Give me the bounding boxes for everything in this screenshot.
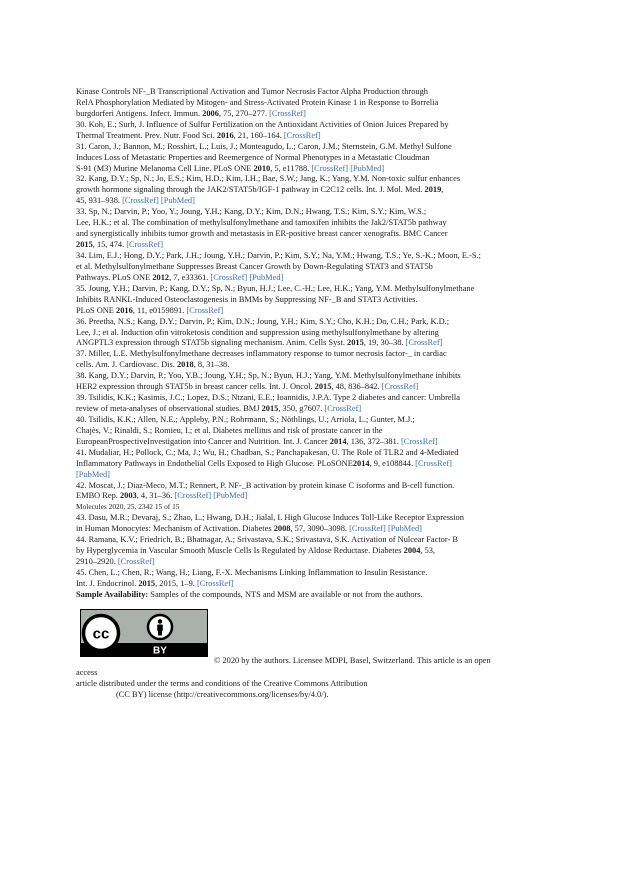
bold-text: 2008 [273,524,291,534]
line-text: , 57, 3090–3098. [290,524,350,534]
reference-line [76,524,422,534]
reference-line [76,284,474,294]
bold-text: 2014 [352,458,370,468]
line-text: burgdorferi Antigens. Infect. Immun. [76,108,203,118]
bold-text: 2015 [138,578,156,588]
pubmed-link[interactable]: [PubMed] [76,469,110,479]
line-text: and synergistically inhibits tumor growth and metastasis in ER-positive breast cancer xenografts. BMC Cancer [76,229,448,239]
cc-by-logo [81,610,207,656]
bold-text: 2016 [216,130,234,140]
line-text: , 53, [420,546,436,556]
person-icon [148,615,172,639]
reference-line [76,142,452,152]
line-text: Int. J. Endocrinol. [76,578,139,588]
crossref-link[interactable]: [CrossRef] [324,404,362,413]
bold-text: 2018 [176,360,194,370]
crossref-link[interactable]: [CrossRef] [405,338,443,348]
bold-text: 2015 [261,404,279,413]
pubmed-link[interactable]: [PubMed] [350,163,385,173]
line-text: 34. Lim, E.J.; Hong, D.Y.; Park, J.H.; Joung, Y.H.; Darvin, P.; Kim, S.Y.; Na, Y.M.; Hwang, T.S.; Ye, S.-K.; Moon, E.-S.; [76,250,481,260]
reference-line [76,470,110,480]
line-text: by Hyperglycemia in Vascular Smooth Muscle Cells Is Regulated by Aldose Reductase. Diabetes [76,546,404,556]
line-text: Inhibits RANKL-Induced Osteoclastogenesis in BMMs by Suppressing NF-_B and STAT3 Activities. [76,294,418,304]
line-text: 31. Caron, J.; Bannon, M.; Rosshirt, L.; Luis, J.; Monteagudo, L.; Caron, J.M.; Sternstein, G.M. Methyl Sulfone [76,141,452,151]
crossref-link[interactable]: [CrossRef] [311,163,349,173]
reference-line [76,535,458,545]
cc-by-license-badge[interactable] [80,609,208,657]
pubmed-link[interactable]: [PubMed] [213,491,248,501]
reference-line [76,328,439,338]
line-text: 39. Tsilidis, K.K.; Kasimis, J.C.; Lopez, D.S.; Ntzani, E.E.; Ioannidis, J.P.A. Type 2 diabetes and cancer: Umbrella [76,393,460,402]
line-text: growth hormone signaling through the JAK2/STAT5b/IGF-1 pathway in C2C12 cells. Int. J. Mol. Med. [76,185,425,195]
line-text: , 9, e108844. [369,458,416,468]
reference-line [76,360,229,370]
line-text: , 350, g7607. [278,404,325,413]
reference-line [76,218,447,228]
line-text: Lee, H.K.; et al. The combination of methylsulfonylmethane and tamoxifen inhibits the Jak2/STAT5b pathway [76,218,447,228]
line-text: Pathways. PLoS ONE [76,272,153,282]
pubmed-link[interactable]: [PubMed] [249,272,284,282]
line-text: 33. Sp, N.; Darvin, P.; Yoo, Y.; Joung, Y.H.; Kang, D.Y.; Kim, D.N.; Hwang, T.S.; Kim, S.Y.; Kim, W.S.; [76,207,427,217]
line-text: HER2 expression through STAT5b in breast cancer cells. Int. J. Oncol. [76,382,315,392]
line-text: 45. Chen, L.; Chen, R.; Wang, H.; Liang, F.-X. Mechanisms Linking Inflammation to Insulin Resistance. [76,567,428,577]
pubmed-link[interactable]: [PubMed] [160,196,195,206]
reference-line [76,513,464,523]
line-text: EuropeanProspectiveInvestigation into Cancer and Nutrition. Int. J. Cancer [76,436,330,446]
reference-line [76,196,195,206]
bold-text: 2010 [253,163,271,173]
reference-line [76,229,448,239]
line-text: , 21, 160–164. [233,130,284,140]
crossref-link[interactable]: [CrossRef] [349,524,386,534]
bold-text: 2019 [424,185,442,195]
line-text: Samples of the compounds, NTS and MSM are available or not from the authors. [148,589,423,599]
line-text: et al. Methylsulfonylmethane Suppresses Breast Cancer Growth by Down-Regulating STAT3 and STAT5b [76,261,433,271]
reference-line [76,404,361,414]
reference-line [76,317,449,327]
line-text: in Human Monocytes: Mechanism of Activation. Diabetes [76,524,274,534]
license-line-4: (CC BY) license (http://creativecommons.org/licenses/by/4.0/). [116,690,329,699]
reference-line [76,207,426,217]
cc-icon [84,616,119,651]
line-text: , 5, e11788. [270,163,312,173]
line-text: 45, 931–938. [76,196,123,206]
bold-text: 2004 [403,546,421,556]
line-text: Molecules 2020, 25, 2342 15 of 15 [76,502,180,512]
line-text: Thermal Treatment. Prev. Nutr. Food Sci. [76,130,217,140]
crossref-link[interactable]: [CrossRef] [415,458,452,468]
crossref-link[interactable]: [CrossRef] [117,557,155,566]
line-text: 37. Miller, L.E. Methylsulfonylmethane decreases inflammatory response to tumor necrosis factor-_ in cardiac [76,349,447,359]
line-text: , 48, 836–842. [331,382,382,392]
line-text: Chajès, V.; Rinaldi, S.; Romieu, I.; et al. Diabetes mellitus and risk of prostate cancer in the [76,425,383,435]
reference-line [76,120,449,130]
bold-text: 2015 [347,338,364,348]
line-text: cells. Am. J. Cardiovasc. Dis. [76,360,177,370]
line-text: Lee, J.; et al. Induction ofin vitroketosis condition and suppression using methylsulfonylmethane by altering [76,327,439,337]
bold-text: 2015 [76,240,93,249]
line-text: , 15, 474. [92,240,127,249]
reference-line [76,185,443,195]
line-text: Inflammatory Pathways in Endothelial Cells Exposed to High Glucose. PLoSONE [76,458,353,468]
line-text: , 2015, 1–9. [155,578,197,588]
reference-line [76,251,481,261]
line-text: , 8, 31–38. [193,360,230,370]
svg-text:cc: cc [92,625,110,643]
crossref-link[interactable]: [CrossRef] [174,491,212,501]
line-text: Kinase Controls NF-_B Transcriptional Activation and Tumor Necrosis Factor Alpha Production through [76,87,428,96]
line-text: RelA Phosphorylation Mediated by Mitogen- and Stress-Activated Protein Kinase 1 in Response to Borrelia [76,97,439,107]
reference-line [76,164,384,174]
bold-text: 2012 [152,272,170,282]
reference-line [76,153,430,163]
reference-line [76,382,418,392]
license-line-1: © 2020 by the authors. Licensee MDPI, Basel, Switzerland. This article is an open [214,656,491,665]
line-text: 35. Joung, Y.H.; Darvin, P.; Kang, D.Y.; Sp, N.; Byun, H.J.; Lee, C.-H.; Lee, H.K.; Yang, Y.M. Methylsulfonylmethane [76,283,475,293]
reference-line [76,295,418,305]
line-text: , [441,185,444,195]
bold-text: 2006 [202,108,219,118]
line-text: 40. Tsilidis, K.K.; Allen, N.E.; Appleby, P.N.; Rohrmann, S.; Nöthlings, U.; Arriola, L.; Gunter, M.J.; [76,414,415,424]
line-text: 36. Preetha, N.S.; Kang, D.Y.; Darvin, P.; Kim, D.N.; Joung, Y.H.; Kim, S.Y.; Cho, K.H.; Do, C.H.; Park, K.D.; [76,316,450,326]
bold-text: 2016 [116,305,133,315]
reference-line [76,87,428,97]
reference-line [76,393,460,403]
crossref-link[interactable]: [CrossRef] [126,240,164,249]
bold-text: Sample Availability: [76,589,149,599]
crossref-link[interactable]: [CrossRef] [196,578,234,588]
reference-line [76,338,442,348]
reference-line [76,448,458,458]
line-text: S-91 (M3) Murine Melanoma Cell Line. PLoS ONE [76,163,254,173]
reference-line [76,240,163,250]
crossref-link[interactable]: [CrossRef] [269,108,306,118]
reference-line [76,306,223,316]
bold-text: 2003 [119,491,137,501]
crossref-link[interactable]: [CrossRef] [122,196,159,206]
reference-line [76,481,454,491]
reference-line [76,437,438,447]
crossref-link[interactable]: [CrossRef] [400,436,438,446]
reference-line [76,174,460,184]
reference-line [76,557,155,567]
reference-line [76,579,234,589]
reference-line [76,546,435,556]
crossref-link[interactable]: [CrossRef] [381,382,419,392]
line-text: 30. Koh, E.; Surh, J. Influence of Sulfur Fertilization on the Antioxidant Activities of Onion Juices Prepared by [76,119,449,129]
line-text: Induces Loss of Metastatic Properties and Reemergence of Normal Phenotypes in a Metastatic Cloudman [76,152,430,162]
badge-by-label: BY [153,645,167,656]
crossref-link[interactable]: [CrossRef] [210,272,248,282]
running-footer [76,502,179,512]
license-line-2: access [76,668,98,677]
reference-line [76,98,438,108]
line-text: 43. Dasu, M.R.; Devaraj, S.; Zhao, L.; Hwang, D.H.; Jialal, I. High Glucose Induces Toll-Like Receptor Expression [76,513,464,523]
line-text: review of meta-analyses of observational studies. BMJ [76,404,262,413]
crossref-link[interactable]: [CrossRef] [186,305,224,315]
reference-line [76,590,423,600]
bold-text: 2015 [314,382,332,392]
reference-line [76,568,427,578]
crossref-link[interactable]: [CrossRef] [283,130,321,140]
reference-line [76,491,247,501]
reference-line [76,415,415,425]
line-text: , 75, 270–277. [218,108,270,118]
line-text: PLoS ONE [76,305,117,315]
line-text: , 19, 30–38. [363,338,406,348]
reference-line [76,273,283,283]
reference-line [76,459,452,469]
line-text: , 136, 372–381. [346,436,401,446]
line-text: ANGPTL3 expression through STAT5b signaling mechanism. Anim. Cells Syst. [76,338,348,348]
line-text: 2910–2920. [76,557,118,566]
bold-text: 2014 [329,436,347,446]
line-text: 38. Kang, D.Y.; Darvin, P.; Yoo, Y.B.; Joung, Y.H.; Sp, N.; Byun, H.J.; Yang, Y.M. Methylsulfonylmethane inhibits [76,371,461,381]
line-text: 32. Kang, D.Y.; Sp, N.; Jo, E.S.; Kim, H.D.; Kim, I.H.; Bae, S.W.; Jang, K.; Yang, Y.M. Non-toxic sulfur enhances [76,174,461,184]
line-text: 42. Moscat, J.; Diaz-Meco, M.T.; Rennert, P. NF-_B activation by protein kinase C isoforms and B-cell function. [76,480,455,490]
pubmed-link[interactable]: [PubMed] [387,524,422,534]
line-text: 44. Ramana, K.V.; Friedrich, B.; Bhatnagar, A.; Srivastava, S.K.; Srivastava, S.K. Activation of Nulcear Factor- B [76,535,458,545]
license-line-3: article distributed under the terms and conditions of the Creative Commons Attribution [76,679,368,688]
line-text: , 11, e0159891. [132,305,187,315]
line-text: 41. Mudaliar, H.; Pollock, C.; Ma, J.; Wu, H.; Chadban, S.; Panchapakesan, U. The Role of TLR2 and 4-Mediated [76,447,459,457]
reference-line [76,131,321,141]
reference-line [76,262,433,272]
line-text: EMBO Rep. [76,491,120,501]
line-text: , 4, 31–36. [136,491,175,501]
reference-line [76,109,306,119]
line-text: , 7, e33361. [169,272,211,282]
reference-line [76,349,447,359]
reference-line [76,426,382,436]
reference-line [76,371,461,381]
